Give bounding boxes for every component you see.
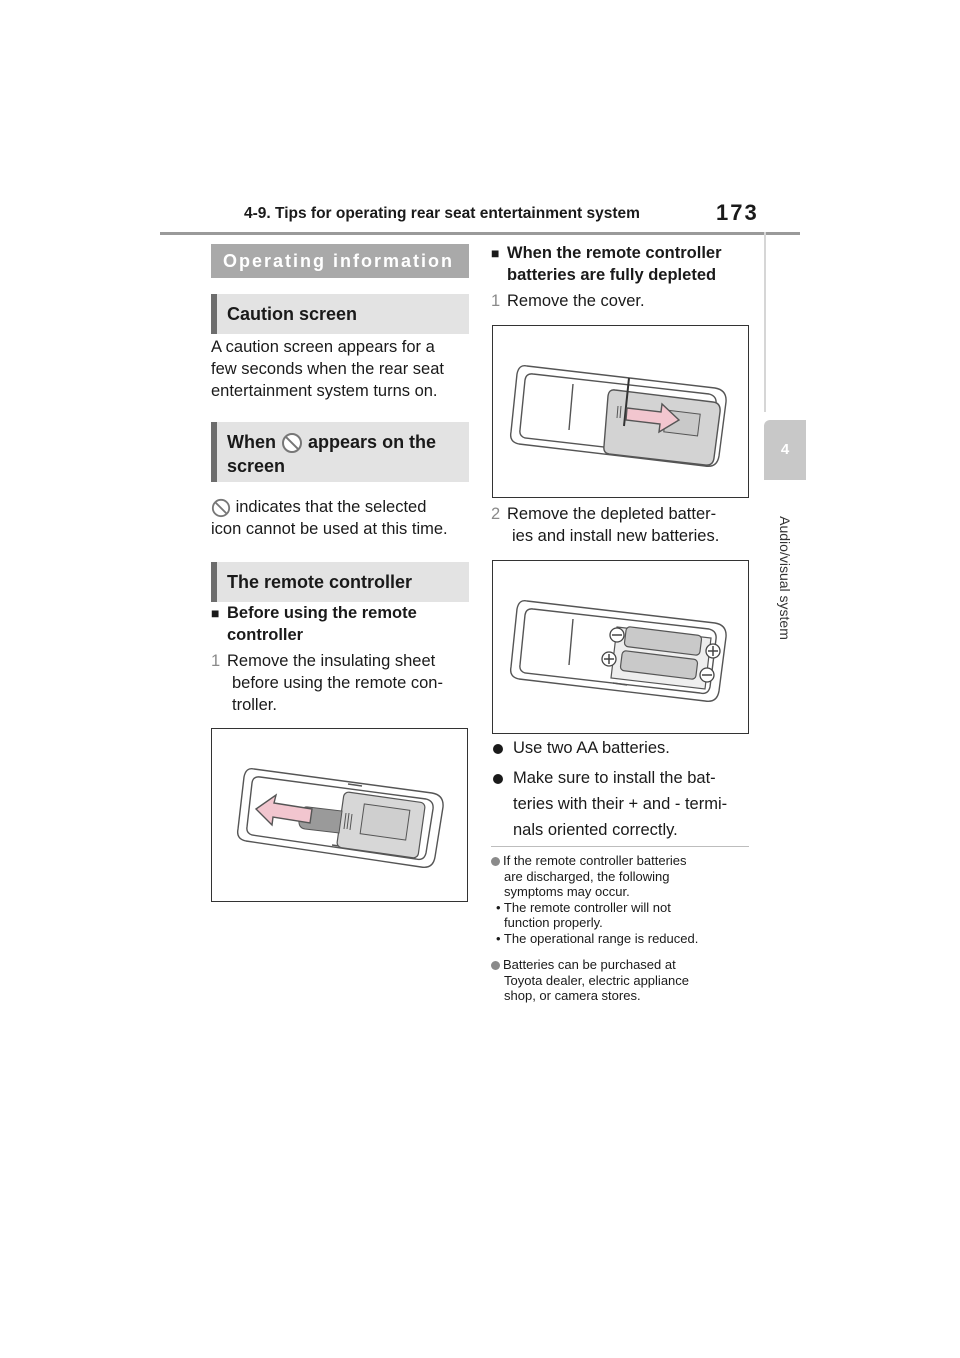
side-divider-top	[764, 232, 766, 412]
page-number: 173	[716, 200, 759, 225]
prohibited-icon	[281, 432, 303, 454]
figure-install-batteries	[492, 560, 749, 734]
bullet-icon	[493, 774, 503, 784]
note-discharged: If the remote controller batteries are discharged, the following symptoms may occur. • The remote controller will not function properly. • The operational range is reduced.	[491, 853, 759, 946]
note-bullet-icon	[491, 857, 500, 866]
figure-remove-insulating-sheet	[211, 728, 468, 902]
step-1-insulating-sheet: 1 Remove the insulating sheet before using the remote con- troller.	[211, 652, 443, 714]
header-rule	[160, 232, 800, 235]
chapter-title-vertical: Audio/visual system	[777, 516, 793, 640]
chapter-tab	[764, 420, 806, 480]
notes-divider	[491, 846, 749, 847]
remote-insulating-sheet-illustration	[212, 729, 467, 901]
note-bullet-icon	[491, 961, 500, 970]
caution-paragraph: A caution screen appears for a few seconds when the rear seat entertainment system turns on.	[211, 338, 444, 400]
when-paragraph: indicates that the selected icon cannot be used at this time.	[211, 498, 448, 538]
bullet-icon	[493, 744, 503, 754]
step-2-replace-batteries: 2 Remove the depleted batter- ies and install new batteries.	[491, 505, 720, 545]
remote-batteries-illustration	[493, 561, 748, 733]
running-header-title: 4-9. Tips for operating rear seat entertainment system	[244, 205, 640, 222]
section-heading-operating-information: Operating information	[211, 244, 469, 278]
subheading-remote-controller: The remote controller	[211, 562, 469, 602]
step-1-remove-cover: 1 Remove the cover.	[491, 292, 645, 310]
subheading-caution-screen: Caution screen	[211, 294, 469, 334]
prohibited-icon	[211, 498, 231, 518]
depleted-heading: ■ When the remote controller batteries are fully depleted	[491, 244, 722, 284]
bullet-use-aa: Use two AA batteries.	[493, 737, 758, 759]
note-purchase: Batteries can be purchased at Toyota dealer, electric appliance shop, or camera stores.	[491, 957, 759, 1004]
subheading-when-appears: When appears on the screen	[211, 422, 469, 482]
chapter-number: 4	[780, 441, 790, 458]
figure-remove-cover	[492, 325, 749, 498]
remote-cover-illustration	[493, 326, 748, 497]
bullet-orientation: Make sure to install the bat- teries with their + and - termi- nals oriented correctly.	[493, 765, 758, 843]
before-using-heading: ■ Before using the remote controller	[211, 604, 417, 644]
